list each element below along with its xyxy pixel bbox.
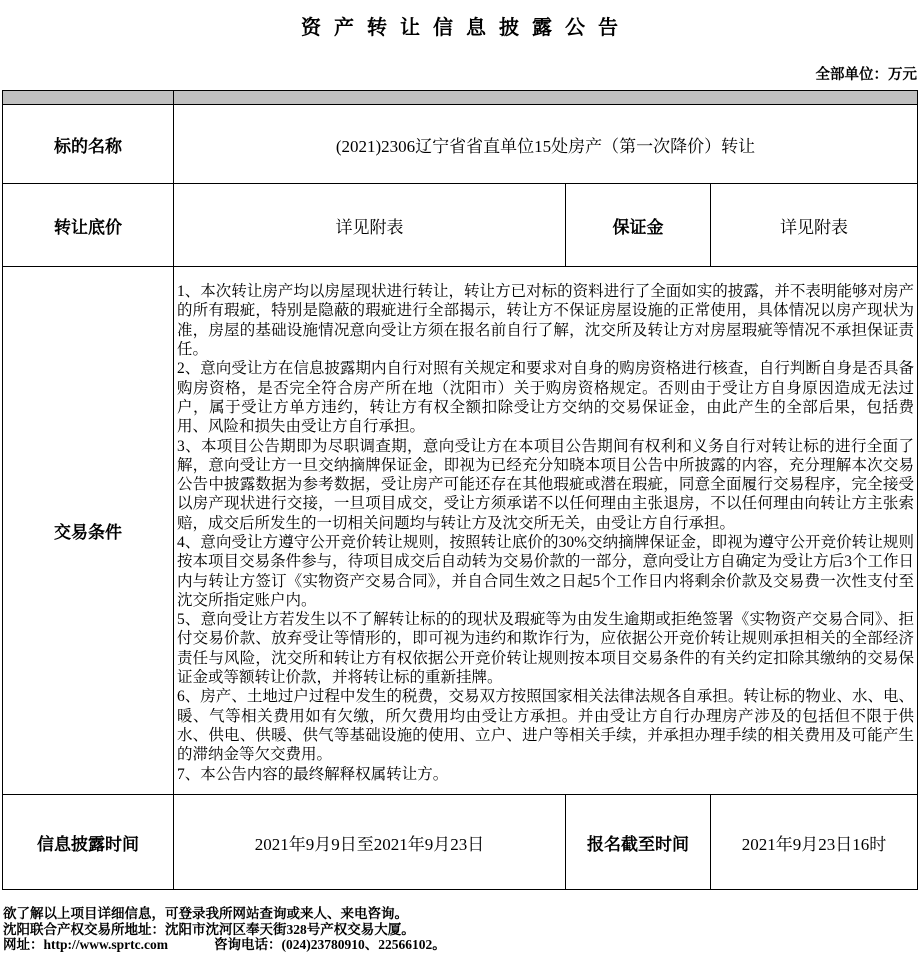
subject-value-cell: (2021)2306辽宁省省直单位15处房产（第一次降价）转让 (174, 105, 918, 184)
condition-paragraph-6: 6、房产、土地过户过程中发生的税费，交易双方按照国家相关法律法规各自承担。转让标的物业、水、电、暖、气等相关费用如有欠缴，所欠费用均由受让方承担。并由受让方自行办理房产涉及的包括但不限于供水、供电、供暖、供气等基础设施的使用、立户、进户等相关手续，并承担办理手续的相关费用及可能产生的滞纳金等欠交费用。 (177, 688, 915, 764)
table-header-row (3, 91, 918, 105)
footer-address-line: 沈阳联合产权交易所地址：沈阳市沈河区奉天街328号产权交易大厦。 (3, 921, 415, 937)
condition-paragraph-4: 4、意向受让方遵守公开竞价转让规则，按照转让底价的30%交纳摘牌保证金，即视为遵守公开竞价转让规则按本项目交易条件参与，待项目成交后自动转为交易价款的一部分，意向受让方自确定为受让方后3个工作日内与转让方签订《实物资产交易合同》，并自合同生效之日起5个工作日内将剩余价款及交易费一次性支付至沈交所指定账户内。 (177, 534, 915, 609)
condition-paragraph-5: 5、意向受让方若发生以不了解转让标的的现状及瑕疵等为由发生逾期或拒绝签署《实物资产交易合同》、拒付交易价款、放弃受让等情形的，即可视为违约和欺诈行为，应依据公开竞价转让规则承担相关的全部经济责任与风险，沈交所和转让方有权依据公开竞价转让规则按本项目交易条件的有关约定扣除其缴纳的交易保证金或等额转让价款，并将转让标的重新挂牌。 (177, 611, 915, 687)
deposit-label-cell: 保证金 (566, 184, 711, 267)
price-row (3, 184, 918, 267)
page-title: 资产转让信息披露公告 (301, 17, 631, 39)
unit-note: 全部单位：万元 (815, 67, 917, 83)
conditions-row (3, 267, 918, 795)
registration-deadline-label-cell: 报名截至时间 (566, 795, 711, 890)
disclosure-period-label-cell: 信息披露时间 (3, 795, 174, 890)
footer-notes (3, 906, 919, 953)
footer-phone: 咨询电话：(024)23780910、22566102。 (214, 937, 446, 952)
footer-website-label: 网址： (3, 937, 44, 952)
footer-contact-line (3, 937, 919, 953)
footer-info-line: 欲了解以上项目详细信息，可登录我所网站查询或来人、来电咨询。 (3, 906, 408, 921)
condition-paragraph-3: 3、本项目公告期即为尽职调查期，意向受让方在本项目公告期间有权利和义务自行对转让标的进行全面了解，意向受让方一旦交纳摘牌保证金，即视为已经充分知晓本项目公告中所披露的内容，充分理解本次交易公告中披露数据为参考数据，受让房产可能还存在其他瑕疵或潜在瑕疵，同意全面履行交易程序，完全接受以房产现状进行交接，一旦项目成交，受让方须承诺不以任何理由主张退房，不以任何理由向转让方主张索赔，成交后所发生的一切相关问题均与转让方及沈交所无关，由受让方自行承担。 (177, 437, 915, 532)
announcement-table (2, 90, 918, 890)
disclosure-period-value-cell: 2021年9月9日至2021年9月23日 (174, 795, 566, 890)
condition-paragraph-1: 1、本次转让房产均以房屋现状进行转让，转让方已对标的资料进行了全面如实的披露，并不表明能够对房产的所有瑕疵，特别是隐蔽的瑕疵进行全部揭示，转让方不保证房屋设施的正常使用，具体情况以房产现状为准，房屋的基础设施情况意向受让方须在报名前自行了解，沈交所及转让方对房屋瑕疵等情况不承担保证责任。 (177, 283, 915, 359)
header-cell-left (3, 91, 174, 105)
conditions-content-cell (174, 267, 918, 795)
subject-row (3, 105, 918, 184)
footer-website-url: http://www.sprtc.com (43, 937, 168, 952)
header-cell-right (174, 91, 918, 105)
floor-price-label-cell: 转让底价 (3, 184, 174, 267)
subject-label-cell: 标的名称 (3, 105, 174, 184)
condition-paragraph-2: 2、意向受让方在信息披露期内自行对照有关规定和要求对自身的购房资格进行核查，自行判断自身是否具备购房资格，是否完全符合房产所在地（沈阳市）关于购房资格规定。否则由于受让方自身原因造成无法过户，属于受让方单方违约，转让方有权全额扣除受让方交纳的交易保证金，由此产生的全部后果，包括费用、风险和损失由受让方自行承担。 (177, 360, 915, 436)
dates-row (3, 795, 918, 890)
floor-price-value-cell: 详见附表 (174, 184, 566, 267)
registration-deadline-value-cell: 2021年9月23日16时 (711, 795, 918, 890)
deposit-value-cell: 详见附表 (711, 184, 918, 267)
conditions-label-cell: 交易条件 (3, 267, 174, 795)
condition-paragraph-7: 7、本公告内容的最终解释权属转让方。 (177, 765, 449, 783)
